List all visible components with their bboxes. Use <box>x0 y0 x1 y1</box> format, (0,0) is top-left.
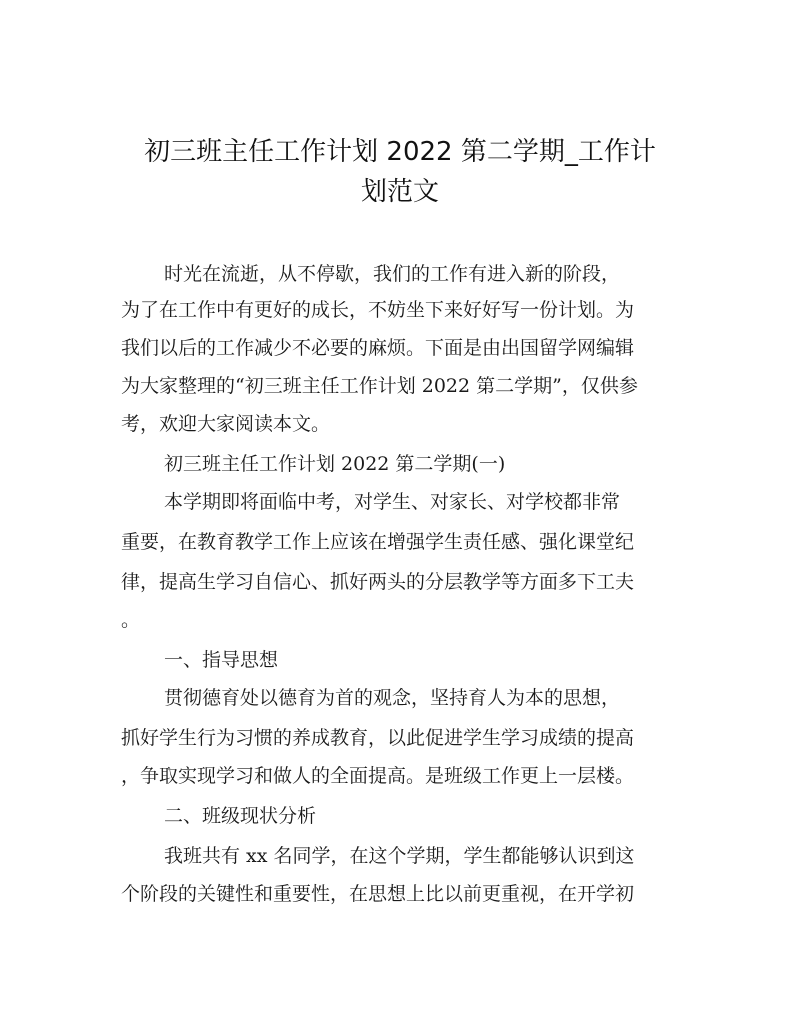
title-line-1: 初三班主任工作计划 2022 第二学期_工作计 <box>144 137 656 167</box>
paragraph-line: 。 <box>121 609 141 631</box>
paragraph-line: ，争取实现学习和做人的全面提高。是班级工作更上一层楼。 <box>121 765 635 787</box>
paragraph-line: 本学期即将面临中考，对学生、对家长、对学校都非常 <box>164 491 621 513</box>
paragraph-line: 时光在流逝，从不停歇，我们的工作有进入新的阶段， <box>164 263 621 285</box>
paragraph-line: 我们以后的工作减少不必要的麻烦。下面是由出国留学网编辑 <box>121 337 635 359</box>
paragraph-line: 为了在工作中有更好的成长，不妨坐下来好好写一份计划。为 <box>121 299 635 321</box>
paragraph-line: 考，欢迎大家阅读本文。 <box>121 413 331 435</box>
paragraph-line: 个阶段的关键性和重要性，在思想上比以前更重视，在开学初 <box>121 883 635 905</box>
paragraph-line: 律，提高生学习自信心、抓好两头的分层教学等方面多下工夫 <box>121 571 635 593</box>
paragraph-line: 抓好学生行为习惯的养成教育，以此促进学生学习成绩的提高 <box>121 727 635 749</box>
section-heading: 二、班级现状分析 <box>164 805 317 827</box>
paragraph-line: 我班共有 xx 名同学，在这个学期，学生都能够认识到这 <box>164 845 635 867</box>
section-heading: 一、指导思想 <box>164 649 279 671</box>
paragraph-line: 重要，在教育教学工作上应该在增强学生责任感、强化课堂纪 <box>121 531 635 553</box>
paragraph-line: 为大家整理的“初三班主任工作计划 2022 第二学期”，仅供参 <box>121 375 638 397</box>
title-line-2: 划范文 <box>360 177 439 207</box>
paragraph-line: 贯彻德育处以德育为首的观念，坚持育人为本的思想， <box>164 687 621 709</box>
section-heading: 初三班主任工作计划 2022 第二学期(一) <box>164 453 506 475</box>
